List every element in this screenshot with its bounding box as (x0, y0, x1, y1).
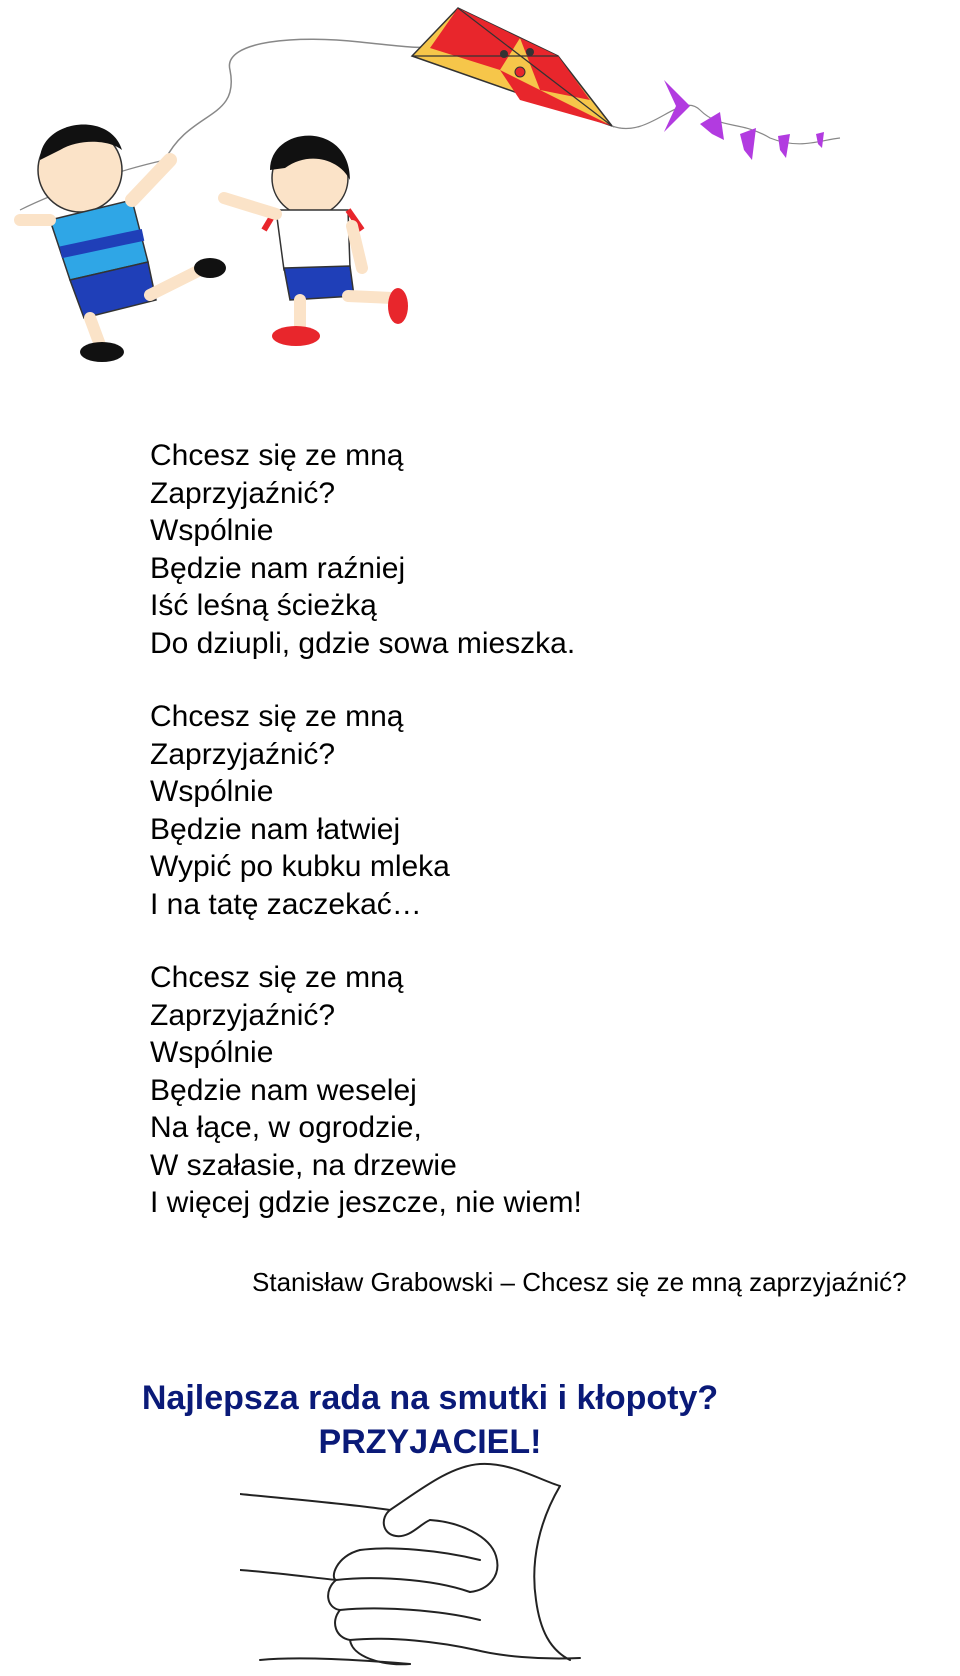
poem-line: Iść leśną ścieżką (150, 589, 377, 622)
poem-line: I więcej gdzie jeszcze, nie wiem! (150, 1186, 582, 1219)
poem-line: Chcesz się ze mną (150, 439, 404, 472)
poem-line: Na łące, w ogrodzie, (150, 1111, 422, 1144)
poem-line: Wspólnie (150, 514, 274, 547)
stanza-3 (150, 959, 850, 1222)
stanza-1 (150, 437, 850, 662)
poem-line: Wspólnie (150, 1036, 274, 1069)
poem-line: Będzie nam raźniej (150, 551, 406, 585)
poem-line: Będzie nam łatwiej (150, 812, 401, 846)
poem (150, 437, 850, 1258)
poem-attribution: Stanisław Grabowski – Chcesz się ze mną zaprzyjaźnić? (252, 1267, 907, 1297)
poem-line: I na tatę zaczekać… (150, 887, 422, 921)
motto-question: Najlepsza rada na smutki i kłopoty? (141, 1379, 719, 1417)
boy-blue-shirt (20, 125, 226, 362)
kite (412, 8, 612, 126)
poem-line: Wspólnie (150, 775, 274, 808)
poem-line: Zaprzyjaźnić? (150, 737, 336, 771)
kite-children-illustration (0, 0, 960, 380)
kite-tail-bows (664, 80, 824, 160)
kite-tail (612, 105, 840, 144)
poem-line: Zaprzyjaźnić? (150, 476, 336, 510)
poem-line: Chcesz się ze mną (150, 961, 404, 994)
poem-line: Wypić po kubku mleka (150, 850, 450, 883)
motto-answer: PRZYJACIEL! (318, 1423, 542, 1461)
handshake-illustration (240, 1460, 600, 1676)
poem-line: Chcesz się ze mną (150, 700, 404, 733)
poem-line: Będzie nam weselej (150, 1073, 417, 1107)
poem-line: W szałasie, na drzewie (150, 1148, 457, 1182)
stanza-2 (150, 698, 850, 923)
child-white-shirt (224, 136, 408, 346)
poem-line: Zaprzyjaźnić? (150, 998, 336, 1032)
motto (90, 1376, 770, 1464)
poem-line: Do dziupli, gdzie sowa mieszka. (150, 626, 576, 660)
